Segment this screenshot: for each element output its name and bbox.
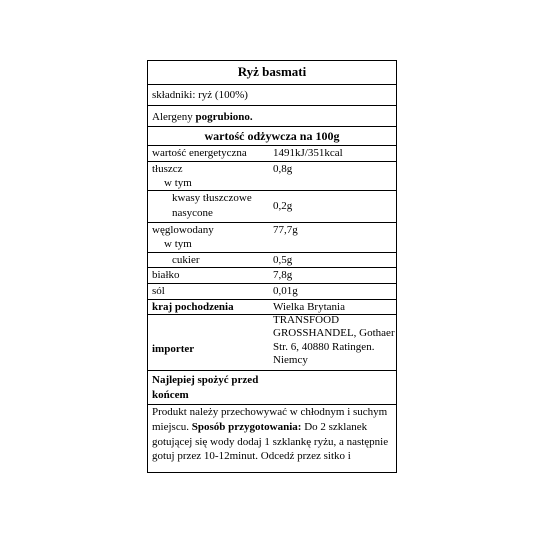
importer-line: Str. 6, 40880 Ratingen. [273, 341, 375, 353]
saturates-label-2: nasycone [172, 207, 213, 219]
divider [148, 84, 396, 85]
divider [148, 190, 396, 191]
divider [148, 314, 396, 315]
importer-line: Niemcy [273, 354, 308, 366]
salt-label: sól [152, 285, 165, 297]
product-title: Ryż basmati [237, 64, 307, 79]
importer-line: TRANSFOOD [273, 314, 340, 326]
divider [148, 161, 396, 162]
energy-label: wartość energetyczna [152, 147, 247, 159]
storage-text-end: miejscu. [152, 421, 192, 433]
preparation-heading: Sposób przygotowania: [191, 421, 302, 433]
divider [148, 370, 396, 371]
carbs-label: węglowodany [152, 224, 214, 236]
carbs-value: 77,7g [273, 224, 298, 236]
divider [148, 105, 396, 106]
divider [148, 252, 396, 253]
origin-value: Wielka Brytania [273, 301, 345, 313]
protein-value: 7,8g [273, 269, 293, 281]
best-before-label-2: końcem [152, 389, 189, 401]
divider [148, 267, 396, 268]
salt-value: 0,01g [273, 285, 298, 297]
energy-value: 1491kJ/351kcal [273, 147, 343, 159]
allergens-note [152, 111, 253, 124]
best-before-label: Najlepiej spożyć przed [152, 374, 259, 386]
origin-label: kraj pochodzenia [152, 301, 234, 313]
importer-label: importer [152, 343, 195, 355]
fat-sub-label: w tym [164, 177, 192, 189]
ingredients-text: składniki: ryż (100%) [152, 89, 248, 101]
preparation-text: gotuj przez 10-12minut. Odcedź przez sitko i [152, 450, 351, 462]
saturates-value: 0,2g [273, 200, 293, 212]
preparation-text: Do 2 szklanek [301, 421, 368, 433]
protein-label: białko [152, 269, 180, 281]
sugar-value: 0,5g [273, 254, 293, 266]
fat-label: tłuszcz [152, 163, 183, 175]
saturates-label: kwasy tłuszczowe [172, 192, 252, 204]
divider [148, 299, 396, 300]
divider [148, 404, 396, 405]
carbs-sub-label: w tym [164, 238, 192, 250]
product-label [147, 60, 397, 473]
preparation-text: gotującej się wody dodaj 1 szklankę ryżu, a następnie [152, 436, 389, 448]
divider [148, 126, 396, 127]
allergens-bold: pogrubiono. [195, 111, 253, 123]
divider [148, 283, 396, 284]
allergens-prefix: Alergeny [152, 111, 196, 123]
storage-text: Produkt należy przechowywać w chłodnym i suchym [152, 406, 388, 418]
importer-line: GROSSHANDEL, Gothaer [273, 327, 395, 339]
fat-value: 0,8g [273, 163, 293, 175]
sugar-label: cukier [172, 254, 200, 266]
divider [148, 145, 396, 146]
nutrition-heading: wartość odżywcza na 100g [204, 129, 340, 143]
divider [148, 222, 396, 223]
storage-prep-line [152, 421, 367, 434]
